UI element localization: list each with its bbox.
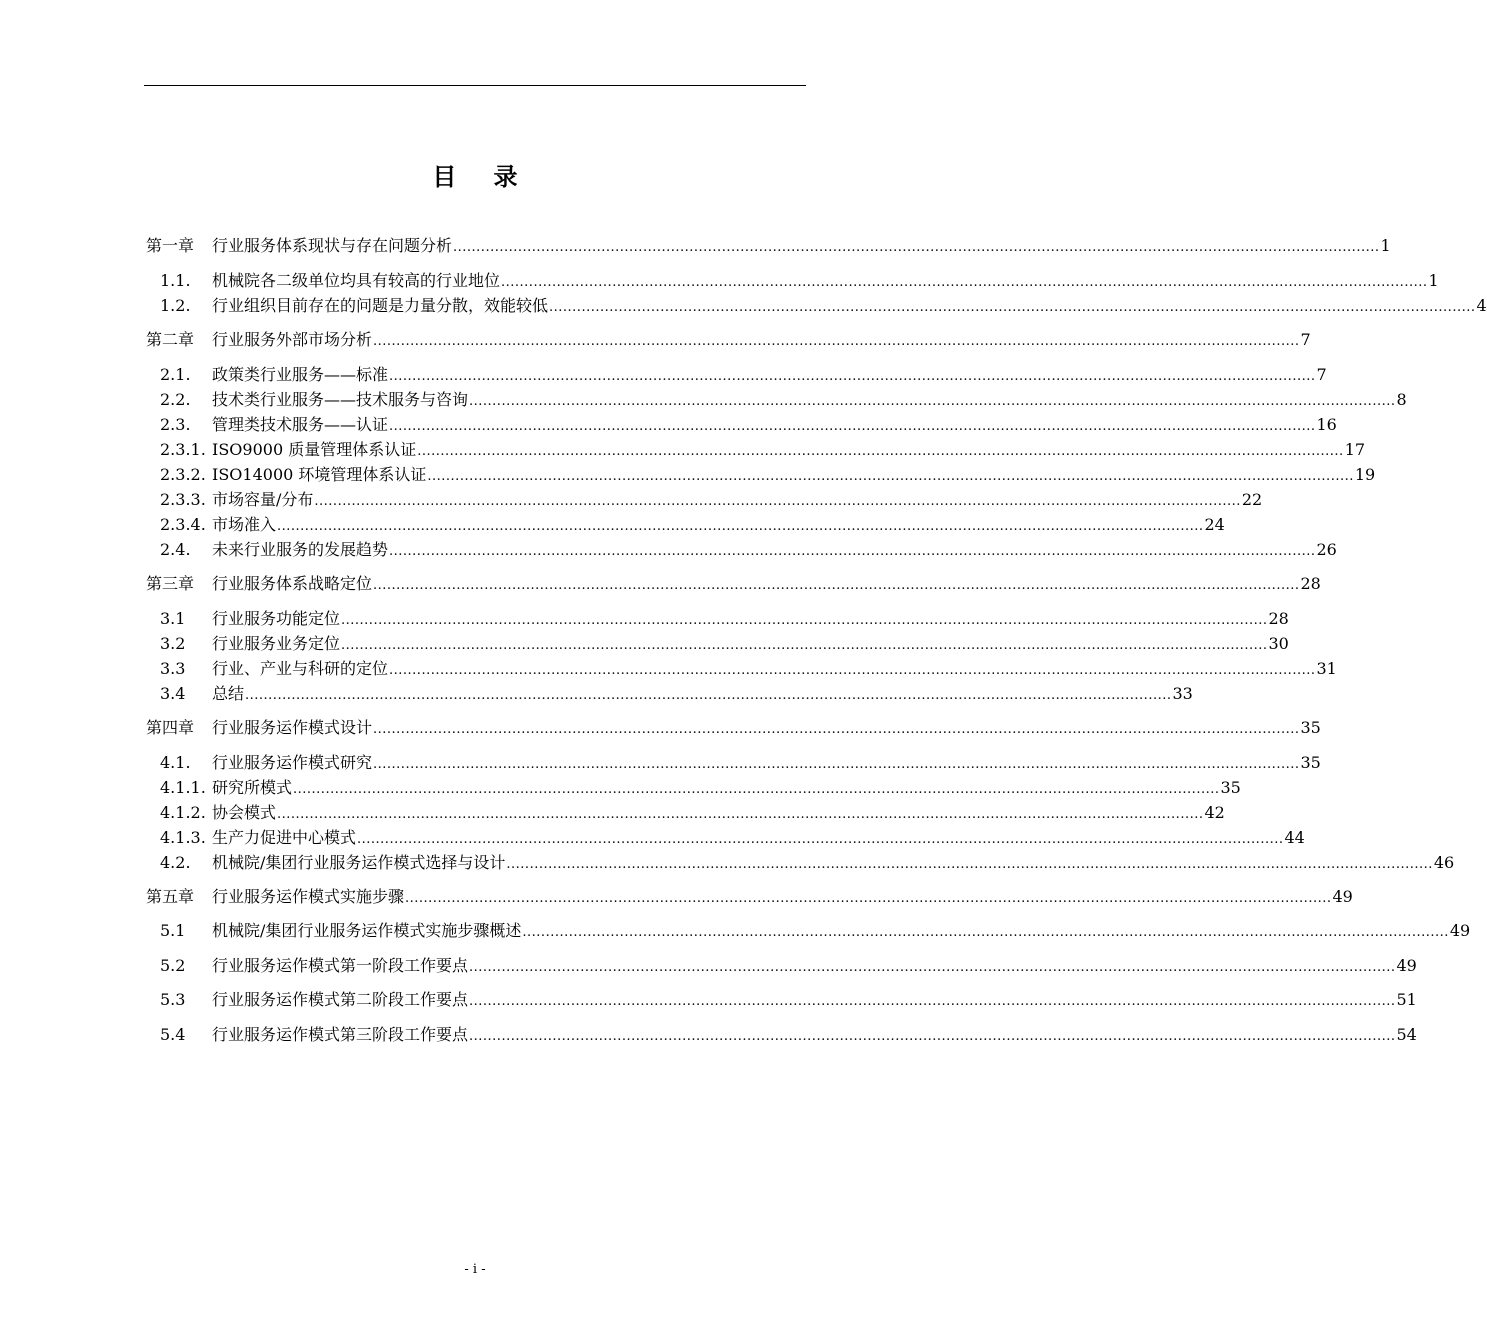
toc-entry-number: 2.2. [160,390,191,409]
toc-entry-page-number: 49 [1396,956,1417,975]
toc-entry-title: 未来行业服务的发展趋势 [212,540,389,559]
toc-entry-title: 行业服务功能定位 [212,609,341,628]
toc-entry-number: 3.3 [160,659,186,678]
toc-dot-leader: ........................................................................................................................................................................................................ [469,994,1396,1009]
toc-dot-leader: ........................................................................................................................................................................................................ [357,832,1284,847]
toc-entry-page-number: 17 [1344,440,1366,459]
toc-entry-number: 第一章 [146,236,195,255]
toc-dot-leader: ........................................................................................................................................................................................................ [522,925,1449,940]
page-number-footer: - i - [464,1262,486,1277]
toc-entry-title: 行业服务体系战略定位 [212,574,373,593]
toc-entry-title: ISO9000 质量管理体系认证 [212,440,417,459]
toc-entry-page-number: 31 [1316,659,1337,678]
header-rule [144,85,806,86]
toc-chapter-entry[interactable] [146,884,1353,908]
toc-dot-leader: ........................................................................................................................................................................................................ [314,494,1241,509]
toc-entry-title: 行业服务运作模式研究 [212,753,373,772]
toc-section-entry[interactable] [160,512,1225,536]
toc-section-entry[interactable] [160,537,1337,561]
toc-dot-leader: ........................................................................................................................................................................................................ [469,1029,1396,1044]
toc-entry-title: 机械院各二级单位均具有较高的行业地位 [212,271,501,290]
toc-entry-page-number: 7 [1316,365,1327,384]
toc-entry-page-number: 1 [1428,271,1439,290]
toc-dot-leader: ........................................................................................................................................................................................................ [245,688,1172,703]
toc-section-entry[interactable] [160,487,1263,511]
toc-dot-leader: ........................................................................................................................................................................................................ [277,519,1204,534]
page-title: 目 录 [432,163,532,191]
toc-entry-number: 2.3.2. [160,465,206,484]
toc-entry-number: 2.3. [160,415,191,434]
toc-entry-number: 3.2 [160,634,186,653]
toc-entry-number: 第三章 [146,574,195,593]
toc-entry-number: 2.4. [160,540,191,559]
toc-entry-number: 4.1.2. [160,803,206,822]
toc-dot-leader: ........................................................................................................................................................................................................ [341,638,1268,653]
toc-dot-leader: ........................................................................................................................................................................................................ [453,240,1380,255]
toc-entry-number: 第五章 [146,887,195,906]
toc-entry-number: 4.2. [160,853,191,872]
toc-entry-number: 第二章 [146,330,195,349]
toc-entry-number: 3.4 [160,684,186,703]
toc-dot-leader: ........................................................................................................................................................................................................ [501,275,1428,290]
toc-chapter-entry[interactable] [146,571,1321,595]
toc-section-entry[interactable] [160,268,1439,292]
toc-entry-page-number: 49 [1332,887,1353,906]
toc-entry-page-number: 22 [1241,490,1263,509]
toc-entry-page-number: 35 [1300,718,1321,737]
toc-entry-title: 行业服务业务定位 [212,634,341,653]
toc-entry-number: 2.1. [160,365,191,384]
toc-entry-page-number: 26 [1316,540,1337,559]
toc-dot-leader: ........................................................................................................................................................................................................ [293,782,1220,797]
toc-section-entry[interactable] [160,987,1417,1011]
toc-entry-page-number: 19 [1354,465,1376,484]
toc-entry-title: 协会模式 [212,803,277,822]
toc-entry-title: 行业服务体系现状与存在问题分析 [212,236,453,255]
toc-entry-title: 行业服务运作模式第二阶段工作要点 [212,990,469,1009]
toc-dot-leader: ........................................................................................................................................................................................................ [405,891,1332,906]
toc-section-entry[interactable] [160,850,1455,874]
toc-entry-page-number: 24 [1204,515,1225,534]
toc-section-entry[interactable] [160,606,1289,630]
toc-entry-title: 行业服务运作模式实施步骤 [212,887,405,906]
toc-entry-number: 4.1.1. [160,778,206,797]
toc-entry-number: 5.2 [160,956,186,975]
toc-entry-page-number: 35 [1220,778,1241,797]
toc-section-entry[interactable] [160,825,1305,849]
toc-entry-page-number: 46 [1433,853,1455,872]
toc-entry-title: 行业服务运作模式第一阶段工作要点 [212,956,469,975]
toc-entry-title: 技术类行业服务——技术服务与咨询 [212,390,469,409]
toc-section-entry[interactable] [160,800,1225,824]
toc-section-entry[interactable] [160,656,1337,680]
toc-entry-title: 生产力促进中心模式 [212,828,357,847]
toc-dot-leader: ........................................................................................................................................................................................................ [389,663,1316,678]
toc-chapter-entry[interactable] [146,327,1311,351]
toc-entry-page-number: 44 [1284,828,1305,847]
toc-entry-page-number: 28 [1268,609,1289,628]
toc-entry-number: 5.1 [160,921,186,940]
toc-section-entry[interactable] [160,387,1407,411]
toc-section-entry[interactable] [160,775,1241,799]
toc-entry-number: 4.1.3. [160,828,206,847]
toc-dot-leader: ........................................................................................................................................................................................................ [469,960,1396,975]
toc-section-entry[interactable] [160,681,1193,705]
toc-entry-page-number: 28 [1300,574,1321,593]
toc-dot-leader: ........................................................................................................................................................................................................ [506,857,1433,872]
toc-section-entry[interactable] [160,437,1366,461]
toc-dot-leader: ........................................................................................................................................................................................................ [417,444,1344,459]
toc-entry-title: 机械院/集团行业服务运作模式选择与设计 [212,853,506,872]
toc-dot-leader: ........................................................................................................................................................................................................ [373,578,1300,593]
toc-dot-leader: ........................................................................................................................................................................................................ [389,419,1316,434]
toc-entry-title: 行业服务运作模式设计 [212,718,373,737]
toc-entry-title: 总结 [212,684,245,703]
toc-section-entry[interactable] [160,462,1376,486]
toc-entry-title: ISO14000 环境管理体系认证 [212,465,427,484]
toc-entry-number: 5.4 [160,1025,186,1044]
toc-entry-number: 2.3.3. [160,490,206,509]
toc-entry-page-number: 30 [1268,634,1289,653]
toc-entry-page-number: 35 [1300,753,1321,772]
toc-entry-title: 政策类行业服务——标准 [212,365,389,384]
toc-dot-leader: ........................................................................................................................................................................................................ [469,394,1396,409]
toc-section-entry[interactable] [160,953,1417,977]
toc-entry-title: 行业服务运作模式第三阶段工作要点 [212,1025,469,1044]
toc-dot-leader: ........................................................................................................................................................................................................ [549,300,1476,315]
toc-entry-number: 第四章 [146,718,195,737]
toc-dot-leader: ........................................................................................................................................................................................................ [373,334,1300,349]
toc-section-entry[interactable] [160,362,1327,386]
toc-chapter-entry[interactable] [146,233,1391,257]
toc-entry-number: 1.1. [160,271,191,290]
toc-entry-number: 3.1 [160,609,186,628]
toc-entry-number: 2.3.1. [160,440,206,459]
toc-entry-page-number: 51 [1396,990,1417,1009]
toc-entry-page-number: 1 [1380,236,1391,255]
toc-entry-page-number: 4 [1476,296,1487,315]
toc-dot-leader: ........................................................................................................................................................................................................ [373,722,1300,737]
toc-section-entry[interactable] [160,750,1321,774]
toc-entry-number: 1.2. [160,296,191,315]
toc-dot-leader: ........................................................................................................................................................................................................ [341,613,1268,628]
toc-entry-page-number: 7 [1300,330,1311,349]
toc-section-entry[interactable] [160,918,1471,942]
toc-entry-number: 5.3 [160,990,186,1009]
toc-entry-page-number: 54 [1396,1025,1417,1044]
toc-entry-page-number: 33 [1172,684,1193,703]
toc-entry-title: 市场准入 [212,515,277,534]
toc-dot-leader: ........................................................................................................................................................................................................ [277,807,1204,822]
toc-dot-leader: ........................................................................................................................................................................................................ [389,369,1316,384]
toc-entry-title: 管理类技术服务——认证 [212,415,389,434]
toc-dot-leader: ........................................................................................................................................................................................................ [427,469,1354,484]
toc-entry-title: 研究所模式 [212,778,293,797]
toc-entry-page-number: 8 [1396,390,1407,409]
toc-entry-page-number: 49 [1449,921,1471,940]
toc-entry-title: 行业服务外部市场分析 [212,330,373,349]
toc-entry-page-number: 42 [1204,803,1225,822]
toc-entry-title: 机械院/集团行业服务运作模式实施步骤概述 [212,921,522,940]
toc-chapter-entry[interactable] [146,715,1321,739]
toc-entry-title: 市场容量/分布 [212,490,314,509]
toc-section-entry[interactable] [160,631,1289,655]
toc-dot-leader: ........................................................................................................................................................................................................ [373,757,1300,772]
toc-section-entry[interactable] [160,412,1337,436]
toc-section-entry[interactable] [160,293,1487,317]
toc-dot-leader: ........................................................................................................................................................................................................ [389,544,1316,559]
toc-entry-page-number: 16 [1316,415,1337,434]
toc-section-entry[interactable] [160,1022,1417,1046]
toc-entry-number: 2.3.4. [160,515,206,534]
toc-entry-title: 行业、产业与科研的定位 [212,659,389,678]
toc-entry-title: 行业组织目前存在的问题是力量分散，效能较低 [212,296,549,315]
toc-entry-number: 4.1. [160,753,191,772]
